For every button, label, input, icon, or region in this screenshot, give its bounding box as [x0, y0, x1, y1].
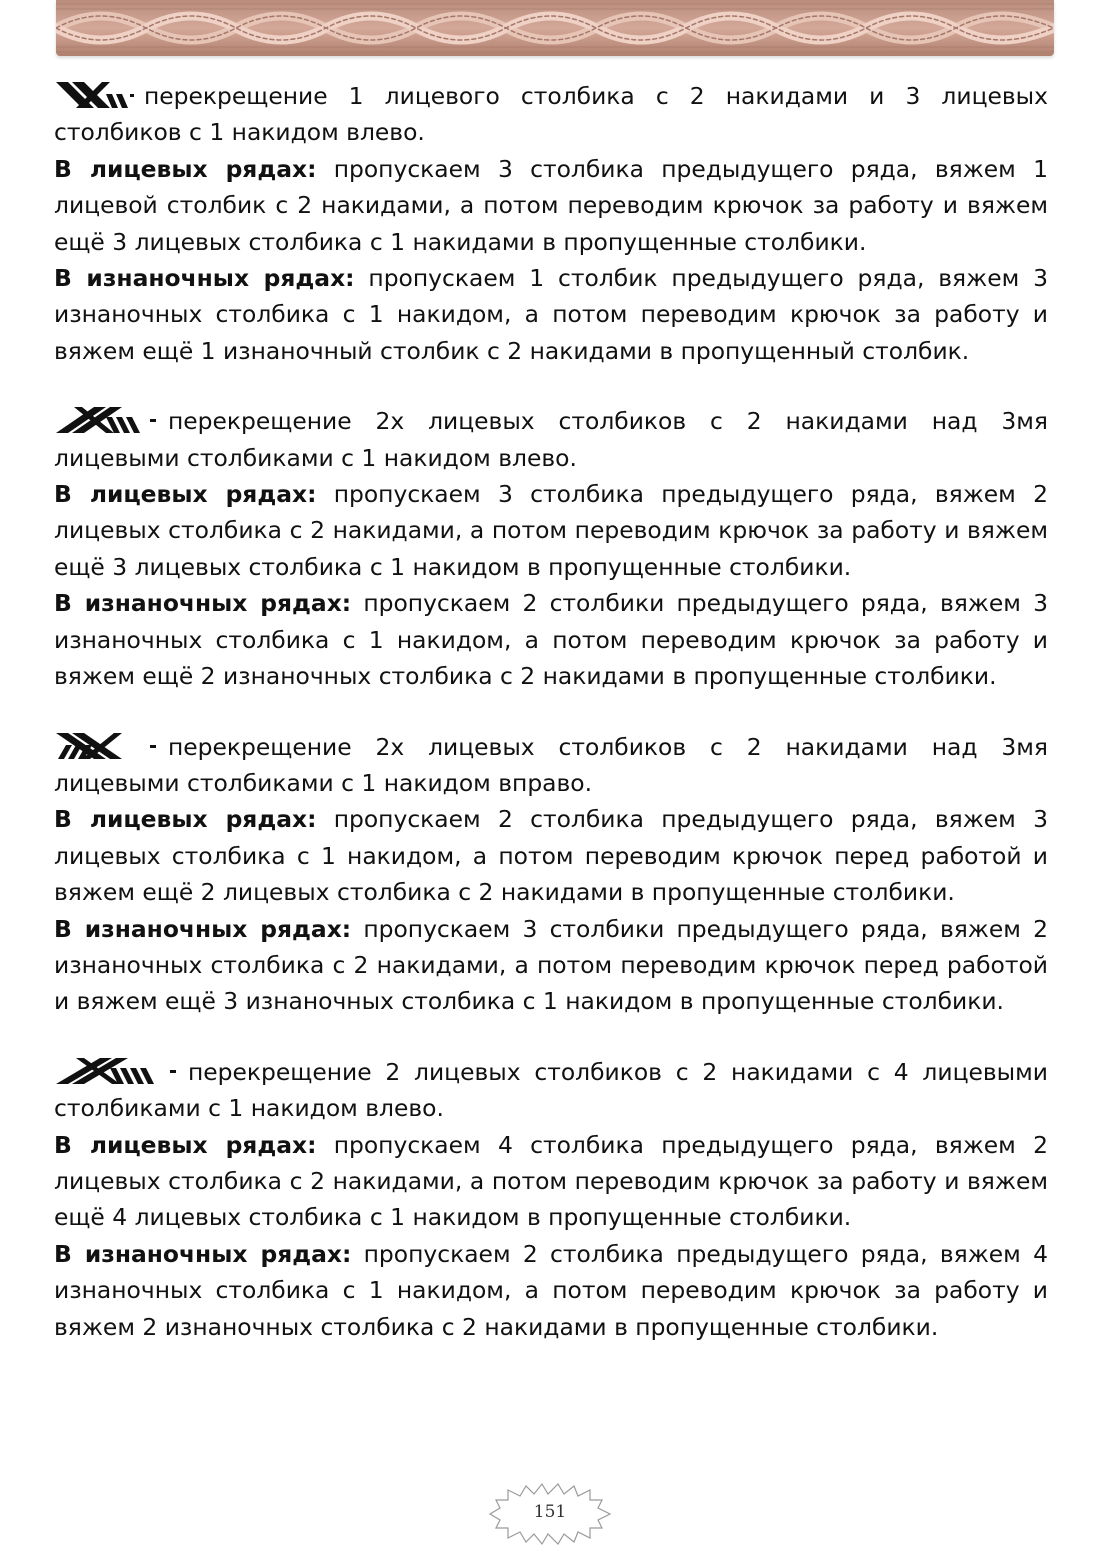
back-rows-label: В изнаночных рядах:	[54, 1239, 352, 1268]
section-title-paragraph	[54, 78, 1048, 151]
cross-2-over-3-left-symbol-icon	[54, 405, 158, 435]
section-title: перекрещение 2х лицевых столбиков с 2 накидами над 3мя лицевыми столбиками с 1 накидом влево.	[54, 407, 1048, 472]
cross-2-over-4-left-symbol-icon	[54, 1056, 178, 1086]
section-title-paragraph	[54, 729, 1048, 802]
stitch-section-4	[54, 1054, 1048, 1345]
header-banner	[56, 0, 1054, 56]
front-rows-paragraph	[54, 801, 1048, 910]
front-rows-paragraph	[54, 151, 1048, 260]
back-rows-paragraph	[54, 260, 1048, 369]
stitch-section-2	[54, 403, 1048, 694]
stitch-section-1	[54, 78, 1048, 369]
cross-1-over-3-left-symbol-icon	[54, 80, 134, 110]
back-rows-text: пропускаем 2 столбика предыдущего ряда, вяжем 4 изнаночных столбика с 1 накидом, а потом переводим крючок за работу и вяжем 2 изнаночных столбика с 2 накидами в пропущенные столбики.	[54, 1239, 1048, 1341]
page-number: 151	[533, 1502, 567, 1522]
stitch-section-3	[54, 729, 1048, 1020]
section-title-paragraph	[54, 403, 1048, 476]
front-rows-text: пропускаем 4 столбика предыдущего ряда, вяжем 2 лицевых столбика с 2 накидами, а потом переводим крючок за работу и вяжем ещё 4 лицевых столбика с 1 накидом в пропущенные столбики.	[54, 1130, 1048, 1232]
back-rows-label: В изнаночных рядах:	[54, 264, 355, 293]
cable-knit-border-icon	[56, 0, 1054, 56]
front-rows-label: В лицевых рядах:	[54, 480, 317, 509]
section-title-paragraph	[54, 1054, 1048, 1127]
back-rows-label: В изнаночных рядах:	[54, 914, 352, 943]
back-rows-text: пропускаем 3 столбики предыдущего ряда, вяжем 2 изнаночных столбика с 2 накидами, а потом переводим крючок перед работой и вяжем ещё 3 изнаночных столбика с 1 накидом в пропущенные столбики.	[54, 914, 1048, 1016]
document-body	[54, 78, 1048, 1345]
cross-2-over-3-right-symbol-icon	[54, 731, 158, 761]
front-rows-paragraph	[54, 476, 1048, 585]
section-title: перекрещение 2 лицевых столбиков с 2 накидами с 4 лицевыми столбиками с 1 накидом влево.	[54, 1057, 1048, 1123]
front-rows-text: пропускаем 2 столбика предыдущего ряда, вяжем 3 лицевых столбика с 1 накидом, а потом переводим крючок перед работой и вяжем ещё 2 лицевых столбика с 2 накидами в пропущенные столбики.	[54, 805, 1048, 907]
back-rows-label: В изнаночных рядах:	[54, 589, 352, 618]
back-rows-text: пропускаем 2 столбики предыдущего ряда, вяжем 3 изнаночных столбика с 1 накидом, а потом переводим крючок за работу и вяжем ещё 2 изнаночных столбика с 2 накидами в пропущенные столбики.	[54, 589, 1048, 691]
front-rows-label: В лицевых рядах:	[54, 154, 317, 183]
back-rows-text: пропускаем 1 столбик предыдущего ряда, вяжем 3 изнаночных столбика с 1 накидом, а потом переводим крючок за работу и вяжем ещё 1 изнаночный столбик с 2 накидами в пропущенный столбик.	[54, 264, 1049, 365]
section-title: перекрещение 1 лицевого столбика с 2 накидами и 3 лицевых столбиков с 1 накидом влево.	[54, 82, 1048, 147]
front-rows-label: В лицевых рядах:	[54, 1130, 317, 1159]
page-footer	[470, 1480, 630, 1550]
back-rows-paragraph	[54, 1236, 1048, 1345]
back-rows-paragraph	[54, 585, 1048, 694]
front-rows-paragraph	[54, 1127, 1048, 1236]
section-title: перекрещение 2х лицевых столбиков с 2 накидами над 3мя лицевыми столбиками с 1 накидом вправо.	[54, 732, 1048, 797]
back-rows-paragraph	[54, 911, 1048, 1020]
front-rows-text: пропускаем 3 столбика предыдущего ряда, вяжем 2 лицевых столбика с 2 накидами, а потом переводим крючок за работу и вяжем ещё 3 лицевых столбика с 1 накидом в пропущенные столбики.	[54, 480, 1048, 581]
front-rows-label: В лицевых рядах:	[54, 805, 317, 834]
front-rows-text: пропускаем 3 столбика предыдущего ряда, вяжем 1 лицевой столбик с 2 накидами, а потом переводим крючок за работу и вяжем ещё 3 лицевых столбика с 1 накидами в пропущенные столбики.	[54, 154, 1048, 256]
